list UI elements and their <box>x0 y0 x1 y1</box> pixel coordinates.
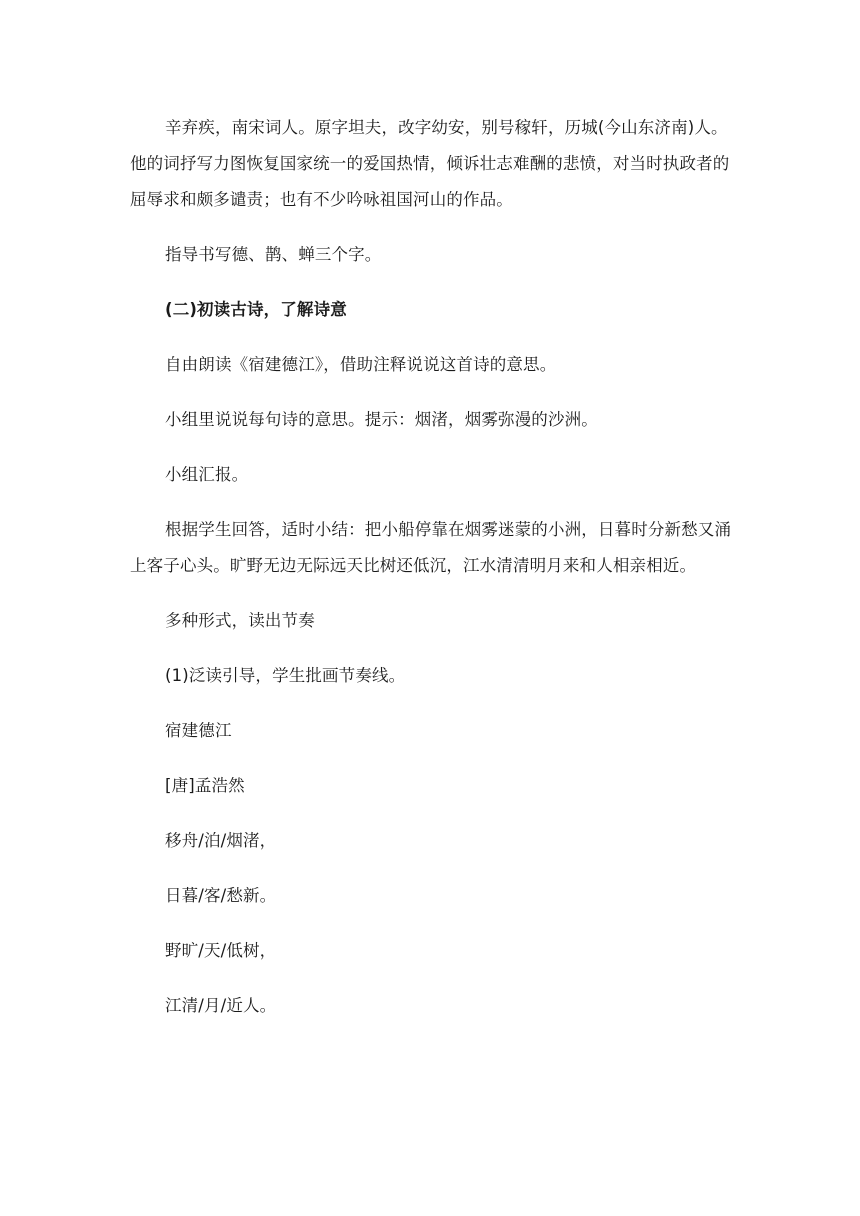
free-reading-paragraph: 自由朗读《宿建德江》，借助注释说说这首诗的意思。 <box>165 355 557 374</box>
poem-line-1: 移舟/泊/烟渚， <box>165 831 277 850</box>
poem-line-3: 野旷/天/低树， <box>165 941 277 960</box>
group-discussion-paragraph: 小组里说说每句诗的意思。提示：烟渚，烟雾弥漫的沙洲。 <box>165 410 598 429</box>
poem-title: 宿建德江 <box>165 721 232 740</box>
group-report-paragraph: 小组汇报。 <box>165 465 249 484</box>
rhythm-step-paragraph: (1)泛读引导，学生批画节奏线。 <box>165 666 406 685</box>
rhythm-reading-paragraph: 多种形式，读出节奏 <box>165 611 315 630</box>
poem-line-2: 日暮/客/愁新。 <box>165 886 277 905</box>
document-page <box>130 110 736 1024</box>
poem-line-4: 江清/月/近人。 <box>165 996 277 1015</box>
author-intro-paragraph: 辛弃疾，南宋词人。原字坦夫，改字幼安，别号稼轩，历城(今山东济南)人。他的词抒写力图恢复国家统一的爱国热情，倾诉壮志难酬的悲愤，对当时执政者的屈辱求和颇多谴责；也有不少吟咏祖国河山的作品。 <box>130 118 730 209</box>
section-heading: (二)初读古诗，了解诗意 <box>165 300 347 319</box>
summary-paragraph: 根据学生回答，适时小结：把小船停靠在烟雾迷蒙的小洲，日暮时分新愁又涌上客子心头。旷野无边无际远天比树还低沉，江水清清明月来和人相亲相近。 <box>130 520 732 575</box>
writing-guidance-paragraph: 指导书写德、鹊、蝉三个字。 <box>165 245 382 264</box>
poem-author: [唐]孟浩然 <box>165 776 245 795</box>
